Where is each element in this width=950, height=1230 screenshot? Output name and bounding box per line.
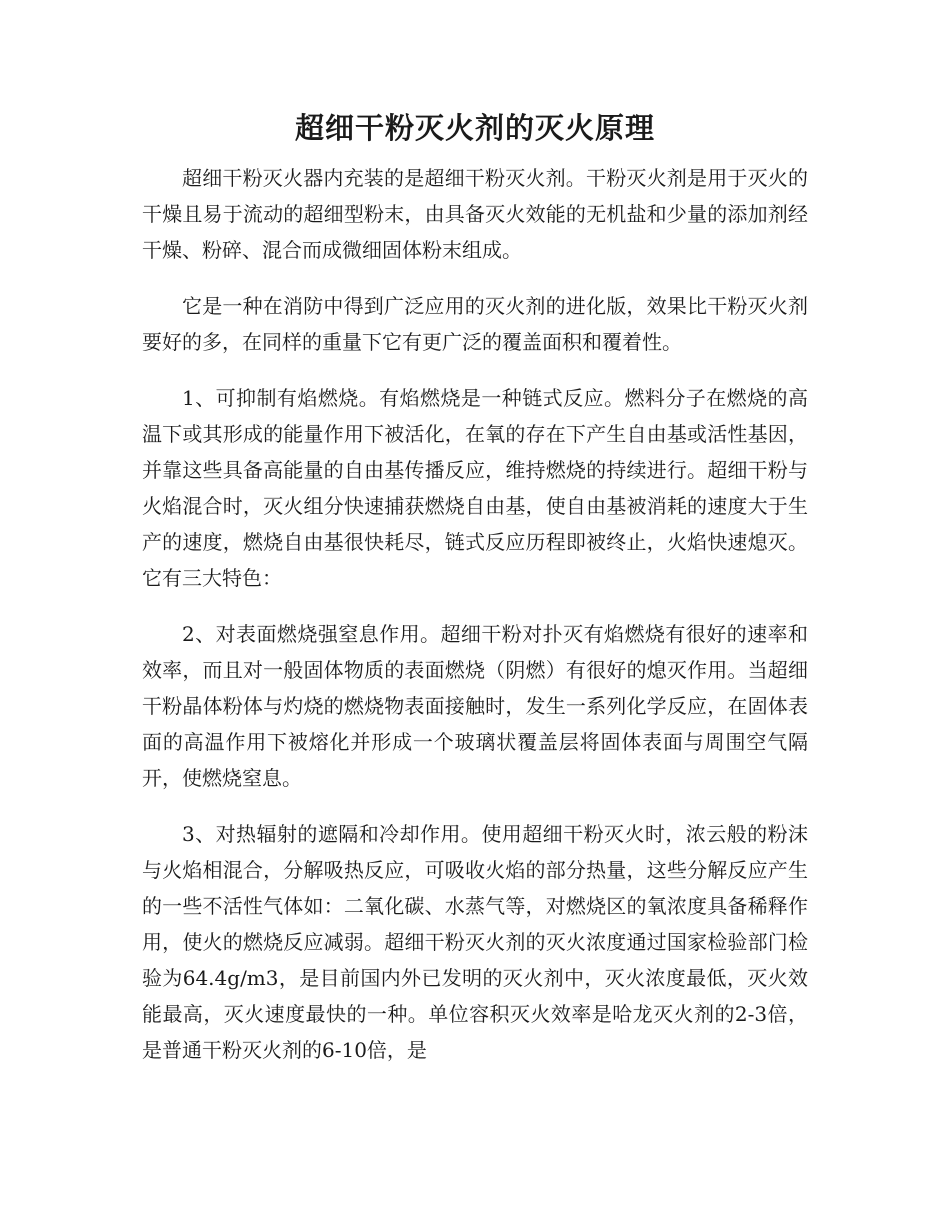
document-page: [142, 108, 808, 1088]
paragraph-point-3: 3、对热辐射的遮隔和冷却作用。使用超细干粉灭火时，浓云般的粉沫与火焰相混合，分解吸热反应，可吸收火焰的部分热量，这些分解反应产生的一些不活性气体如：二氧化碳、水蒸气等，对燃烧区的氧浓度具备稀释作用，使火的燃烧反应减弱。超细干粉灭火剂的灭火浓度通过国家检验部门检验为64.4g/m3，是目前国内外已发明的灭火剂中，灭火浓度最低，灭火效能最高，灭火速度最快的一种。单位容积灭火效率是哈龙灭火剂的2-3倍，是普通干粉灭火剂的6-10倍，是: [142, 822, 808, 1062]
document-title: 超细干粉灭火剂的灭火原理: [294, 111, 655, 145]
paragraph-intro: 超细干粉灭火器内充装的是超细干粉灭火剂。干粉灭火剂是用于灭火的干燥且易于流动的超细型粉末，由具备灭火效能的无机盐和少量的添加剂经干燥、粉碎、混合而成微细固体粉末组成。: [142, 166, 808, 262]
paragraph-point-2: 2、对表面燃烧强窒息作用。超细干粉对扑灭有焰燃烧有很好的速率和效率，而且对一般固体物质的表面燃烧（阴燃）有很好的熄灭作用。当超细干粉晶体粉体与灼烧的燃烧物表面接触时，发生一系列化学反应，在固体表面的高温作用下被熔化并形成一个玻璃状覆盖层将固体表面与周围空气隔开，使燃烧窒息。: [142, 622, 808, 790]
paragraph-point-1: 1、可抑制有焰燃烧。有焰燃烧是一种链式反应。燃料分子在燃烧的高温下或其形成的能量作用下被活化，在氧的存在下产生自由基或活性基因，并靠这些具备高能量的自由基传播反应，维持燃烧的持续进行。超细干粉与火焰混合时，灭火组分快速捕获燃烧自由基，使自由基被消耗的速度大于生产的速度，燃烧自由基很快耗尽，链式反应历程即被终止，火焰快速熄灭。它有三大特色：: [142, 386, 808, 590]
paragraph-evolution: 它是一种在消防中得到广泛应用的灭火剂的进化版，效果比干粉灭火剂要好的多，在同样的重量下它有更广泛的覆盖面积和覆着性。: [142, 294, 808, 354]
